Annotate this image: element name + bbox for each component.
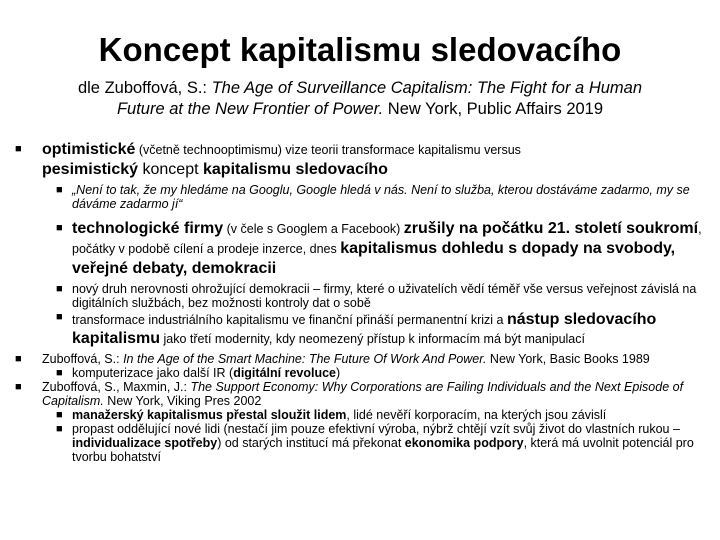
subtitle-book-title: The Age of Surveillance Capitalism: The Fight for a Human Future at the New Frontier of Power. — [116, 79, 643, 118]
slide-subtitle — [60, 78, 660, 120]
bullet-text: „Není to tak, že my hledáme na Googlu, Google hledá v nás. Není to služba, kterou dostáváme zadarmo, my se dáváme zadarmo jí“ — [72, 183, 690, 211]
square-bullet-icon: ■ — [15, 381, 22, 393]
square-bullet-icon: ■ — [56, 409, 63, 421]
bullet-list — [0, 140, 720, 464]
bullet-text: transformace industriálního kapitalismu ve finanční přináší permanentní krizi a nástup sledovacího kapitalismu jako třetí modernity, kdy neomezený přístup k informacím má být manipulací — [72, 311, 657, 347]
bullet-text: Zuboffová, S., Maxmin, J.: The Support Economy: Why Corporations are Failing Individuals and the Next Episode of Capitalism. New York, Viking Pres 2002 — [42, 380, 684, 408]
bullet-item-managerial-capitalism — [56, 408, 706, 422]
square-bullet-icon: ■ — [56, 222, 63, 234]
bullet-text: komputerizace jako další IR (digitální revoluce) — [72, 366, 341, 380]
bullet-text: optimistické (včetně technooptimismu) vize teorii transformace kapitalismu versus pesimistický koncept kapitalismu sledovacího — [42, 141, 521, 178]
bullet-item-google-quote — [56, 183, 706, 211]
square-bullet-icon: ■ — [56, 283, 63, 295]
bullet-item-digital-revolution — [56, 366, 706, 380]
bullet-text: propast oddělující nové lidi (nestačí jim pouze efektivní výroba, nýbrž chtějí vzít svůj život do vlastních rukou – individualizace spotřeby) od starých institucí má překonat ekonomika podpory, která má uvolnit potenciál pro tvorbu bohatství — [72, 422, 694, 464]
square-bullet-icon: ■ — [56, 367, 63, 379]
bullet-item-transformation — [56, 310, 706, 348]
bullet-item-new-inequality — [56, 282, 706, 310]
bullet-item-support-economy-gap — [56, 422, 706, 464]
bullet-text: technologické firmy (v čele s Googlem a Facebook) zrušily na počátku 21. století soukromí, počátky v podobě cílení a prodeje inzerce, dnes kapitalismus dohledu s dopady na svobody, veřejné debaty, demokracii — [72, 220, 702, 277]
subtitle-author: dle Zuboffová, S.: — [77, 79, 212, 97]
bullet-text: manažerský kapitalismus přestal sloužit lidem, lidé nevěří korporacím, na kterých jsou závislí — [72, 408, 607, 422]
slide-title: Koncept kapitalismu sledovacího — [98, 31, 622, 68]
square-bullet-icon: ■ — [56, 311, 63, 323]
square-bullet-icon: ■ — [56, 423, 63, 435]
bullet-item-smart-machine — [15, 352, 706, 366]
bullet-text: Zuboffová, S.: In the Age of the Smart Machine: The Future Of Work And Power. New York, Basic Books 1989 — [42, 352, 650, 366]
bullet-item-tech-firms — [56, 219, 706, 278]
square-bullet-icon: ■ — [15, 353, 22, 365]
square-bullet-icon: ■ — [56, 184, 63, 196]
subtitle-publisher: New York, Public Affairs 2019 — [383, 100, 604, 118]
bullet-item-support-economy — [15, 380, 706, 408]
bullet-text: nový druh nerovnosti ohrožující demokracii – firmy, které o uživatelích vědí téměř vše versus veřejnost závislá na digitálních službách, bez možnosti kontroly dat o sobě — [72, 282, 697, 310]
square-bullet-icon: ■ — [15, 143, 22, 155]
bullet-item-optimistic-vs-pessimistic — [15, 140, 706, 179]
